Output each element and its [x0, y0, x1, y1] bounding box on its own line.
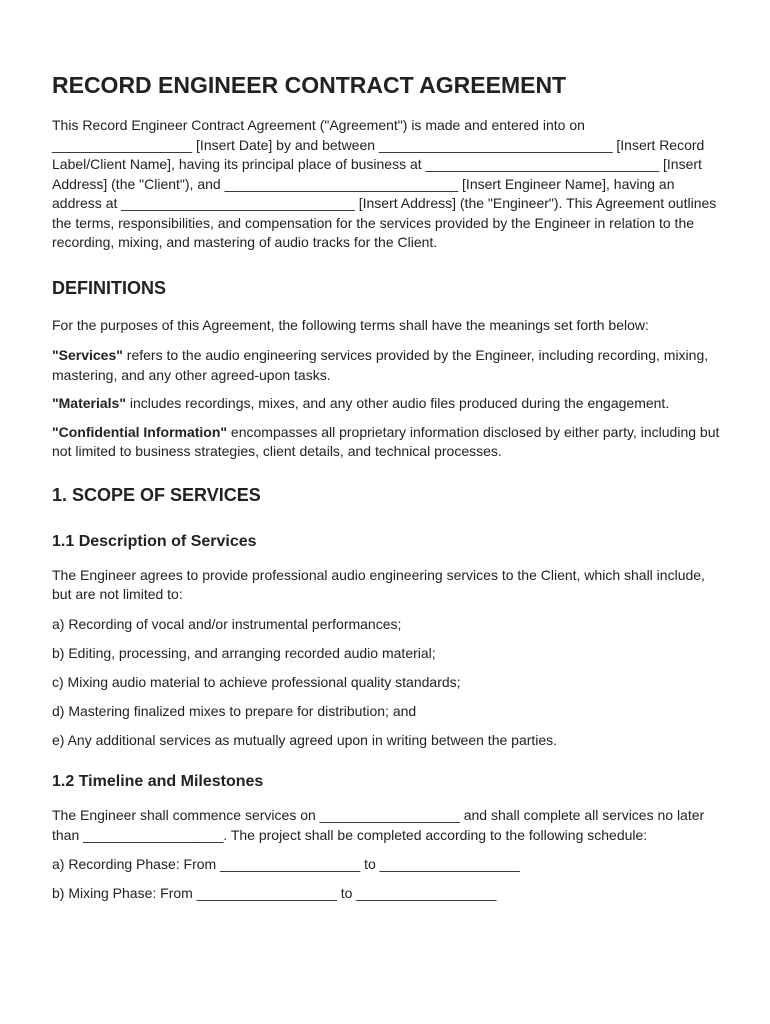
- definition-confidential-information: [52, 423, 724, 462]
- scope-heading: 1. SCOPE OF SERVICES: [52, 484, 261, 505]
- definitions-heading: DEFINITIONS: [52, 277, 167, 298]
- document-body: [52, 70, 724, 913]
- document-title: RECORD ENGINEER CONTRACT AGREEMENT: [52, 72, 567, 98]
- service-item: b) Editing, processing, and arranging recorded audio material;: [52, 644, 436, 661]
- definition-services: [52, 346, 724, 385]
- phase-item: b) Mixing Phase: From __________________ to __________________: [52, 885, 497, 901]
- definition-text: encompasses all proprietary information disclosed by either party, including but not limited to business strategies, client details, and technical processes.: [52, 423, 720, 459]
- definition-term: "Services": [52, 347, 123, 363]
- service-item: c) Mixing audio material to achieve professional quality standards;: [52, 673, 461, 690]
- definition-text: refers to the audio engineering services provided by the Engineer, including recording, mixing, mastering, and any other agreed-upon tasks.: [52, 347, 709, 383]
- definitions-lead: For the purposes of this Agreement, the following terms shall have the meanings set forth below:: [52, 316, 649, 333]
- timeline-heading: 1.2 Timeline and Milestones: [52, 773, 264, 790]
- service-item: e) Any additional services as mutually agreed upon in writing between the parties.: [52, 731, 558, 748]
- definition-materials: [52, 394, 724, 414]
- definition-term: "Materials": [52, 395, 126, 411]
- service-item: d) Mastering finalized mixes to prepare for distribution; and: [52, 702, 417, 719]
- description-text: The Engineer agrees to provide professional audio engineering services to the Client, which shall include, but are not limited to:: [52, 566, 705, 602]
- timeline-text: The Engineer shall commence services on __________________ and shall complete all services no later than __________________. The project shall be completed according to the following schedule:: [52, 807, 705, 843]
- service-item: a) Recording of vocal and/or instrumental performances;: [52, 615, 402, 632]
- definition-text: includes recordings, mixes, and any other audio files produced during the engagement.: [125, 395, 670, 411]
- definition-term: "Confidential Information": [52, 423, 228, 440]
- intro-paragraph: This Record Engineer Contract Agreement ("Agreement") is made and entered into on __________________ [Insert Date] by and between ______________________________ [Insert Record Label/Client Name], having its principal place of business at ______________________________ [Insert Address] (the "Client"), and ______________________________ [Insert Engineer Name], having an address at ______________________________ [Insert Address] (the "Engineer"). This Agreement outlines the terms, responsibilities, and compensation for the services provided by the Engineer in relation to the recording, mixing, and mastering of audio tracks for the Client.: [52, 117, 717, 250]
- description-heading: 1.1 Description of Services: [52, 532, 257, 550]
- phase-item: a) Recording Phase: From __________________ to __________________: [52, 856, 520, 872]
